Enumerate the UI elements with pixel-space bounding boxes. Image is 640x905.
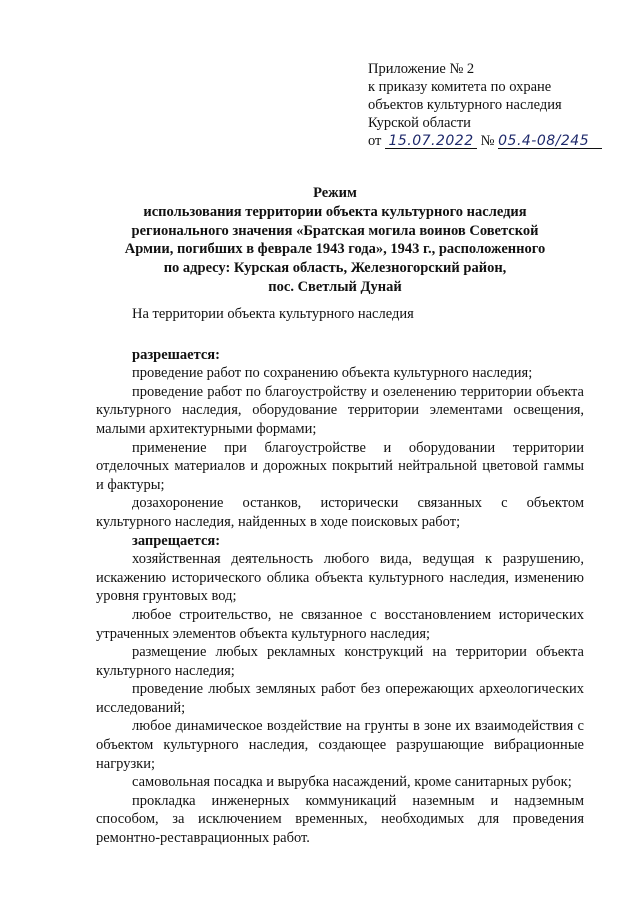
order-date — [385, 134, 477, 149]
appendix-line: к приказу комитета по охране — [368, 79, 552, 95]
forbidden-heading: запрещается: — [132, 532, 221, 549]
intro-text: На территории объекта культурного наследия — [132, 306, 414, 322]
forbidden-item: прокладка инженерных коммуникаций наземным и надземным способом, за исключением временных, необходимых для проведения ремонтно-реставрационных работ. — [96, 792, 584, 847]
allowed-item: применение при благоустройстве и оборудовании территории отделочных материалов и дорожных покрытий нейтральной цветовой гаммы и фактуры; — [96, 439, 584, 493]
title-line: регионального значения «Братская могила воинов Советской — [131, 222, 539, 239]
forbidden-item: любое строительство, не связанное с восстановлением исторических утраченных элементов объекта культурного наследия; — [96, 606, 584, 642]
allowed-heading: разрешается: — [132, 346, 220, 363]
title-line: Армии, погибших в феврале 1943 года», 1943 г., расположенного — [124, 241, 546, 258]
forbidden-item: размещение любых рекламных конструкций на территории объекта культурного наследия; — [96, 644, 584, 679]
title-line: Режим — [313, 185, 357, 201]
allowed-item: дозахоронение останков, исторически связанных с объектом культурного наследия, найденных в ходе поисковых работ; — [96, 495, 584, 530]
order-number — [498, 134, 602, 149]
number-label: № — [480, 133, 495, 149]
forbidden-item: самовольная посадка и вырубка насаждений, кроме санитарных рубок; — [132, 774, 572, 791]
document-title — [110, 184, 560, 297]
title-line: по адресу: Курская область, Железногорский район, — [163, 260, 507, 277]
order-reference — [368, 132, 618, 150]
from-label: от — [368, 133, 382, 149]
appendix-line: объектов культурного наследия — [368, 97, 562, 113]
appendix-title: Приложение № 2 — [368, 61, 475, 77]
order-date-value: 15.07.2022 — [388, 133, 474, 149]
appendix-block — [368, 60, 618, 150]
title-line: использования территории объекта культурного наследия — [143, 203, 527, 220]
forbidden-item: проведение любых земляных работ без опережающих археологических исследований; — [96, 681, 584, 716]
allowed-item: проведение работ по благоустройству и озеленению территории объекта культурного наследия, оборудование территории элементами освещения, малыми архитектурными формами; — [96, 383, 584, 437]
forbidden-item: любое динамическое воздействие на грунты в зоне их взаимодействия с объектом культурного наследия, создающее разрушающие вибрационные нагрузки; — [96, 718, 584, 772]
title-line: пос. Светлый Дунай — [268, 278, 402, 295]
appendix-line: Курской области — [368, 115, 471, 131]
order-number-value: 05.4-08/245 — [498, 133, 590, 149]
document-body — [96, 305, 584, 848]
allowed-item: проведение работ по сохранению объекта культурного наследия; — [132, 365, 533, 382]
forbidden-item: хозяйственная деятельность любого вида, ведущая к разрушению, искажению исторического облика объекта культурного наследия, изменению уровня грунтовых вод; — [96, 551, 584, 605]
